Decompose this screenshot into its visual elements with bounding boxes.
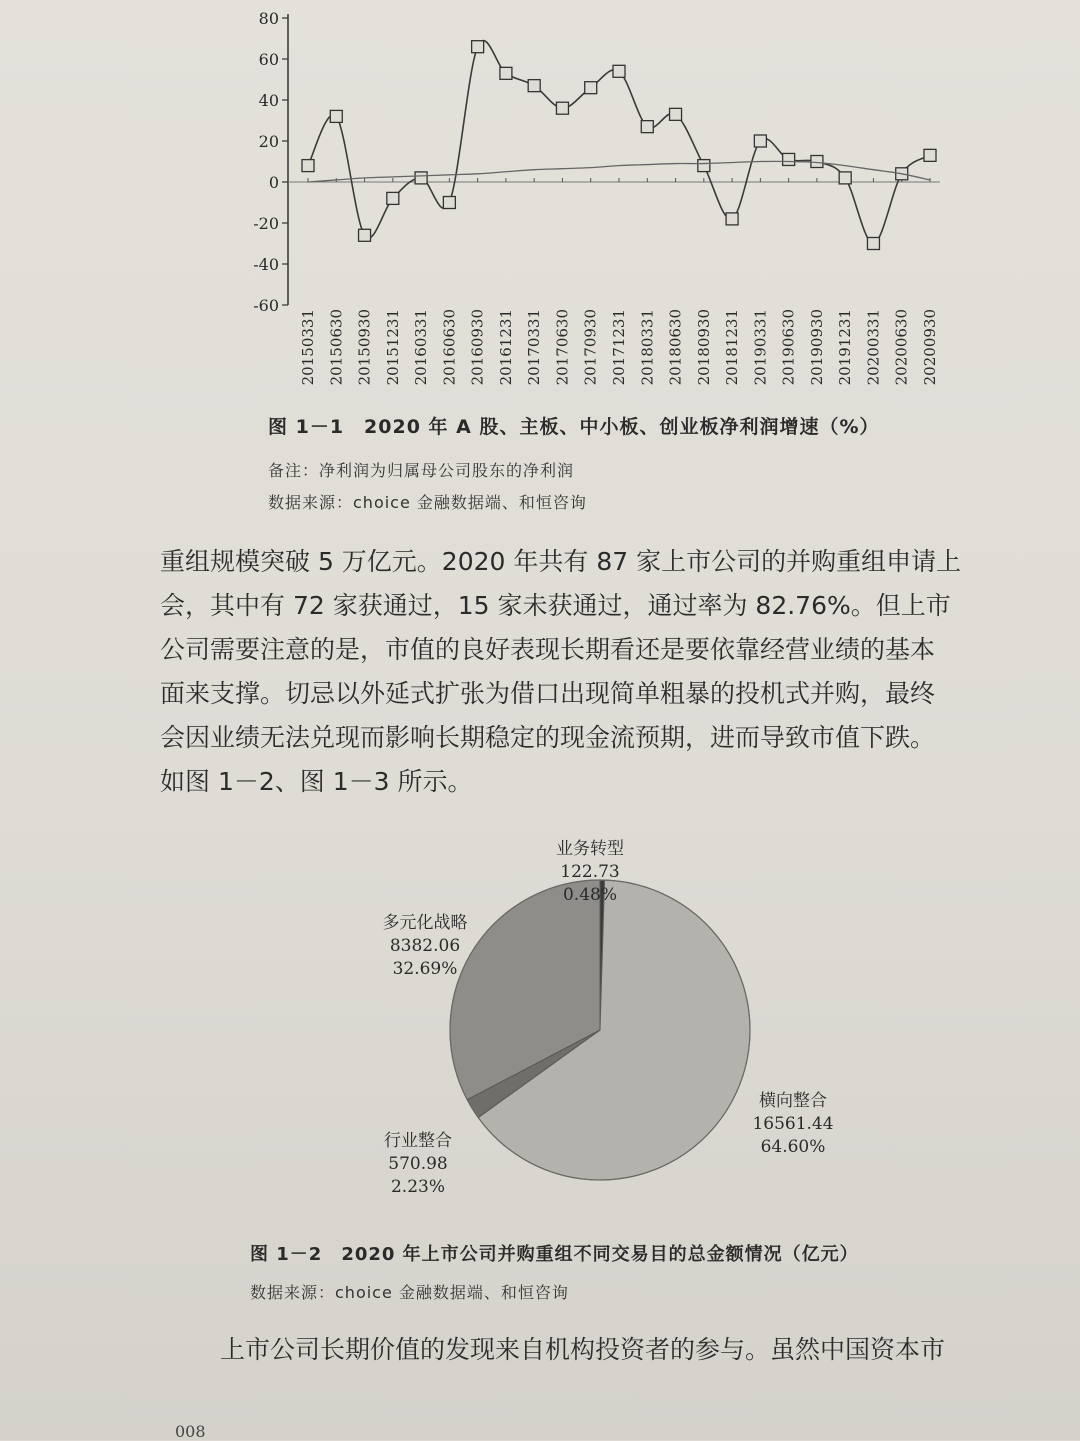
x-tick-label: 20180930 <box>694 309 713 386</box>
merger-purpose-pie-chart <box>360 830 860 1230</box>
y-tick-label: 40 <box>258 91 279 110</box>
x-tick-label: 20160930 <box>468 309 487 386</box>
data-point-marker <box>811 156 823 168</box>
y-tick-label: 20 <box>258 132 279 151</box>
y-tick-label: -20 <box>253 214 279 233</box>
pie-label-business-transformation <box>540 838 640 907</box>
pie-label-diversification <box>370 912 480 981</box>
body-bottom-line: 上市公司长期价值的发现来自机构投资者的参与。虽然中国资本市 <box>220 1335 946 1364</box>
x-tick-label: 20160630 <box>440 309 459 386</box>
x-tick-label: 20161231 <box>496 309 515 386</box>
figure-2-source: 数据来源：choice 金融数据端、和恒咨询 <box>250 1283 569 1302</box>
x-tick-label: 20170630 <box>553 309 572 386</box>
data-point-marker <box>698 160 710 172</box>
body-line: 如图 1－2、图 1－3 所示。 <box>160 767 473 796</box>
x-tick-label: 20180331 <box>638 309 657 386</box>
x-tick-label: 20190331 <box>751 309 770 386</box>
y-tick-label: -40 <box>253 255 279 274</box>
pie-label-name: 多元化战略 <box>382 913 468 933</box>
data-point-marker <box>670 108 682 120</box>
page-number: 008 <box>175 1422 206 1441</box>
x-tick-label: 20200630 <box>892 309 911 386</box>
x-tick-label: 20180630 <box>666 309 685 386</box>
x-tick-label: 20150331 <box>299 309 317 386</box>
x-tick-label: 20200331 <box>864 309 883 386</box>
data-point-marker <box>500 67 512 79</box>
data-point-marker <box>443 197 455 209</box>
figure-1-caption: 图 1－1 2020 年 A 股、主板、中小板、创业板净利润增速（%） <box>268 416 880 438</box>
pie-label-name: 横向整合 <box>759 1091 827 1111</box>
pie-label-name: 行业整合 <box>384 1131 452 1151</box>
x-tick-label: 20191231 <box>836 309 855 386</box>
data-point-marker <box>302 160 314 172</box>
y-tick-label: 80 <box>258 9 279 28</box>
data-point-marker <box>528 80 540 92</box>
x-tick-label: 20200930 <box>921 309 939 386</box>
pie-label-value: 8382.06 <box>389 936 461 956</box>
data-point-marker <box>613 65 625 77</box>
x-tick-label: 20170930 <box>581 309 600 386</box>
pie-label-value: 570.98 <box>388 1154 448 1174</box>
figure-2-caption: 图 1－2 2020 年上市公司并购重组不同交易目的总金额情况（亿元） <box>250 1244 859 1265</box>
data-point-marker <box>359 229 371 241</box>
x-tick-label: 20171231 <box>610 309 628 386</box>
data-point-marker <box>641 121 653 133</box>
data-point-marker <box>726 213 738 225</box>
data-point-marker <box>387 192 399 204</box>
x-tick-label: 20181231 <box>723 309 742 386</box>
x-tick-label: 20150630 <box>327 309 346 386</box>
pie-label-percent: 32.69% <box>392 959 458 979</box>
figure-1-note: 备注：净利润为归属母公司股东的净利润 <box>268 461 575 480</box>
line-chart-svg <box>230 0 970 400</box>
pie-label-horizontal-integration <box>738 1090 848 1159</box>
x-tick-label: 20190930 <box>807 309 826 386</box>
data-point-marker <box>472 41 484 53</box>
x-tick-label: 20190630 <box>779 309 798 386</box>
body-line: 会因业绩无法兑现而影响长期稳定的现金流预期，进而导致市值下跌。 <box>160 723 936 752</box>
data-point-marker <box>867 238 879 250</box>
y-tick-label: 60 <box>258 50 279 69</box>
pie-label-value: 16561.44 <box>752 1114 834 1134</box>
data-point-marker <box>754 135 766 147</box>
pie-label-percent: 64.60% <box>760 1137 826 1157</box>
data-point-marker <box>839 172 851 184</box>
pie-label-percent: 0.48% <box>562 885 617 905</box>
body-paragraph <box>160 540 1040 804</box>
x-tick-label: 20150930 <box>355 309 374 386</box>
data-point-marker <box>585 82 597 94</box>
pie-label-name: 业务转型 <box>556 839 624 859</box>
data-point-marker <box>556 102 568 114</box>
x-tick-label: 20160331 <box>412 309 431 386</box>
body-line: 公司需要注意的是，市值的良好表现长期看还是要依靠经营业绩的基本 <box>160 635 936 664</box>
body-line: 面来支撑。切忌以外延式扩张为借口出现简单粗暴的投机式并购，最终 <box>160 679 936 708</box>
y-tick-label: 0 <box>268 173 279 192</box>
pie-label-percent: 2.23% <box>390 1177 445 1197</box>
pie-label-value: 122.73 <box>560 862 620 882</box>
data-point-marker <box>783 153 795 165</box>
x-tick-label: 20151231 <box>383 309 402 386</box>
body-line: 重组规模突破 5 万亿元。2020 年共有 87 家上市公司的并购重组申请上 <box>160 547 962 576</box>
body-line: 会，其中有 72 家获通过，15 家未获通过，通过率为 82.76%。但上市 <box>160 591 951 620</box>
figure-1-source: 数据来源：choice 金融数据端、和恒咨询 <box>268 493 587 512</box>
pie-label-industry-integration <box>368 1130 468 1199</box>
data-point-marker <box>330 110 342 122</box>
data-point-marker <box>415 172 427 184</box>
x-tick-label: 20170331 <box>525 309 544 386</box>
data-point-marker <box>924 149 936 161</box>
net-profit-growth-line-chart <box>230 0 970 400</box>
y-tick-label: -60 <box>253 296 279 315</box>
